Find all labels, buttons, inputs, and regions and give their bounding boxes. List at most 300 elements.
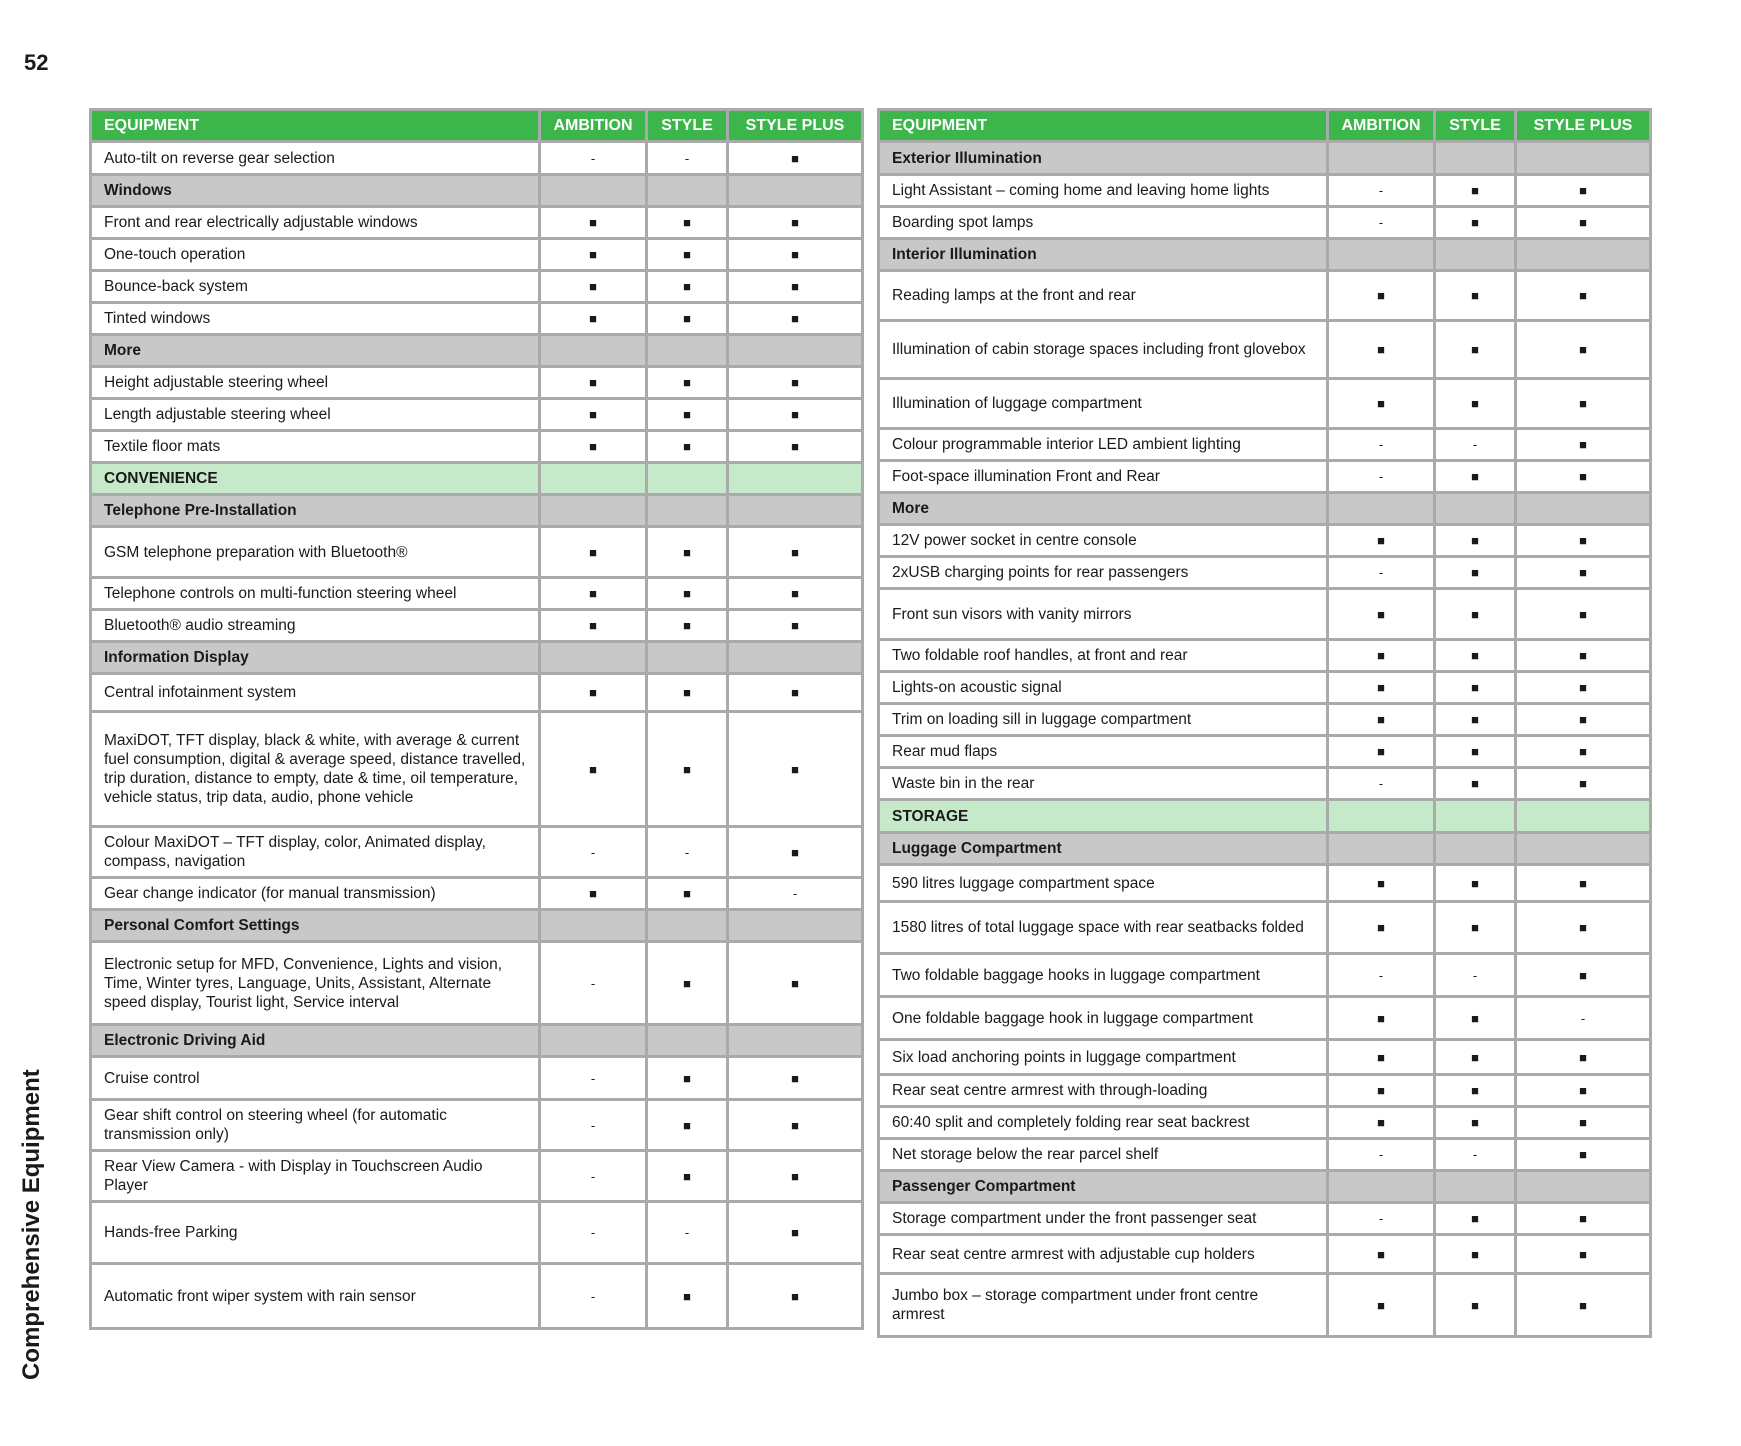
table-row	[91, 303, 863, 335]
ambition-value: ■	[1328, 1107, 1435, 1139]
col-header-style-plus: STYLE PLUS	[1516, 110, 1651, 142]
style-plus-value: ■	[728, 1100, 863, 1151]
empty-cell	[647, 495, 728, 527]
ambition-value: -	[1328, 461, 1435, 493]
ambition-value: -	[1328, 207, 1435, 239]
equipment-label: 1580 litres of total luggage space with rear seatbacks folded	[879, 902, 1328, 954]
style-value: -	[647, 827, 728, 878]
section-title: STORAGE	[879, 800, 1328, 833]
subheader-row	[91, 642, 863, 674]
empty-cell	[1328, 1171, 1435, 1203]
style-value: ■	[1435, 1107, 1516, 1139]
empty-cell	[1516, 800, 1651, 833]
empty-cell	[647, 463, 728, 495]
equipment-label: Gear change indicator (for manual transmission)	[91, 878, 540, 910]
style-value: ■	[1435, 525, 1516, 557]
equipment-label: Automatic front wiper system with rain sensor	[91, 1264, 540, 1329]
equipment-label: Illumination of luggage compartment	[879, 379, 1328, 429]
ambition-value: ■	[1328, 865, 1435, 902]
style-plus-value: ■	[728, 1057, 863, 1100]
table-row	[879, 461, 1651, 493]
subheader-row	[91, 910, 863, 942]
ambition-value: ■	[1328, 525, 1435, 557]
ambition-value: ■	[540, 674, 647, 712]
equipment-label: Rear mud flaps	[879, 736, 1328, 768]
equipment-label: Hands-free Parking	[91, 1202, 540, 1264]
subsection-title: Passenger Compartment	[879, 1171, 1328, 1203]
equipment-label: Cruise control	[91, 1057, 540, 1100]
equipment-label: Six load anchoring points in luggage compartment	[879, 1040, 1328, 1075]
ambition-value: -	[1328, 954, 1435, 997]
style-plus-value: ■	[728, 271, 863, 303]
equipment-label: 2xUSB charging points for rear passengers	[879, 557, 1328, 589]
style-value: ■	[1435, 207, 1516, 239]
style-plus-value: ■	[1516, 954, 1651, 997]
style-value: ■	[647, 207, 728, 239]
style-plus-value: ■	[1516, 379, 1651, 429]
style-value: ■	[1435, 865, 1516, 902]
empty-cell	[728, 463, 863, 495]
table-row	[879, 640, 1651, 672]
table-row	[91, 942, 863, 1025]
style-plus-value: ■	[1516, 902, 1651, 954]
ambition-value: ■	[1328, 589, 1435, 640]
empty-cell	[1435, 239, 1516, 271]
table-row	[91, 142, 863, 175]
table-row	[879, 954, 1651, 997]
equipment-label: Foot-space illumination Front and Rear	[879, 461, 1328, 493]
empty-cell	[1435, 1171, 1516, 1203]
empty-cell	[728, 335, 863, 367]
table-row	[91, 239, 863, 271]
style-value: ■	[1435, 1235, 1516, 1274]
ambition-value: ■	[540, 878, 647, 910]
style-value: ■	[1435, 736, 1516, 768]
table-row	[91, 610, 863, 642]
equipment-label: Colour programmable interior LED ambient lighting	[879, 429, 1328, 461]
table-row	[879, 1107, 1651, 1139]
equipment-label: Two foldable roof handles, at front and rear	[879, 640, 1328, 672]
table-row	[879, 902, 1651, 954]
col-header-ambition: AMBITION	[540, 110, 647, 142]
table-row	[879, 271, 1651, 321]
style-plus-value: ■	[1516, 321, 1651, 379]
style-plus-value: ■	[728, 578, 863, 610]
ambition-value: ■	[1328, 704, 1435, 736]
equipment-label: Trim on loading sill in luggage compartment	[879, 704, 1328, 736]
subsection-title: Exterior Illumination	[879, 142, 1328, 175]
style-plus-value: -	[728, 878, 863, 910]
equipment-label: One-touch operation	[91, 239, 540, 271]
style-plus-value: ■	[1516, 1075, 1651, 1107]
subheader-row	[91, 495, 863, 527]
ambition-value: -	[540, 1057, 647, 1100]
subsection-title: Interior Illumination	[879, 239, 1328, 271]
ambition-value: -	[540, 1151, 647, 1202]
col-header-ambition: AMBITION	[1328, 110, 1435, 142]
empty-cell	[728, 642, 863, 674]
ambition-value: -	[1328, 557, 1435, 589]
empty-cell	[1328, 833, 1435, 865]
style-value: -	[647, 1202, 728, 1264]
ambition-value: ■	[540, 271, 647, 303]
style-value: ■	[647, 878, 728, 910]
subheader-row	[879, 833, 1651, 865]
style-value: ■	[1435, 589, 1516, 640]
empty-cell	[647, 335, 728, 367]
style-plus-value: ■	[728, 610, 863, 642]
style-value: ■	[1435, 1203, 1516, 1235]
style-plus-value: ■	[1516, 175, 1651, 207]
ambition-value: -	[1328, 1203, 1435, 1235]
subheader-row	[879, 142, 1651, 175]
table-row	[879, 1274, 1651, 1337]
style-value: ■	[1435, 672, 1516, 704]
ambition-value: -	[540, 142, 647, 175]
equipment-label: Central infotainment system	[91, 674, 540, 712]
ambition-value: ■	[1328, 1274, 1435, 1337]
ambition-value: ■	[1328, 1235, 1435, 1274]
table-row	[879, 768, 1651, 800]
empty-cell	[540, 642, 647, 674]
style-value: ■	[647, 399, 728, 431]
style-plus-value: ■	[1516, 1235, 1651, 1274]
ambition-value: -	[540, 942, 647, 1025]
section-header-row	[879, 800, 1651, 833]
table-row	[91, 1264, 863, 1329]
empty-cell	[540, 335, 647, 367]
subheader-row	[879, 239, 1651, 271]
equipment-label: 12V power socket in centre console	[879, 525, 1328, 557]
equipment-label: MaxiDOT, TFT display, black & white, with average & current fuel consumption, digital & average speed, distance travelled, trip duration, distance to empty, date & time, oil temperature, vehicle status, trip data, audio, phone vehicle	[91, 712, 540, 827]
style-plus-value: ■	[1516, 271, 1651, 321]
subsection-title: More	[879, 493, 1328, 525]
style-plus-value: ■	[728, 431, 863, 463]
style-value: ■	[647, 578, 728, 610]
table-row	[879, 1075, 1651, 1107]
table-row	[879, 175, 1651, 207]
equipment-label: Telephone controls on multi-function steering wheel	[91, 578, 540, 610]
equipment-label: Lights-on acoustic signal	[879, 672, 1328, 704]
table-row	[879, 865, 1651, 902]
equipment-label: Bounce-back system	[91, 271, 540, 303]
empty-cell	[1328, 493, 1435, 525]
table-row	[879, 736, 1651, 768]
ambition-value: -	[540, 827, 647, 878]
table-row	[91, 878, 863, 910]
equipment-label: GSM telephone preparation with Bluetooth®	[91, 527, 540, 578]
equipment-label: Light Assistant – coming home and leaving home lights	[879, 175, 1328, 207]
style-value: ■	[1435, 557, 1516, 589]
style-plus-value: ■	[1516, 865, 1651, 902]
equipment-table-right	[877, 108, 1652, 1338]
style-value: ■	[647, 610, 728, 642]
equipment-label: Rear View Camera - with Display in Touchscreen Audio Player	[91, 1151, 540, 1202]
equipment-label: Illumination of cabin storage spaces including front glovebox	[879, 321, 1328, 379]
style-plus-value: ■	[728, 367, 863, 399]
style-plus-value: ■	[728, 827, 863, 878]
ambition-value: -	[540, 1100, 647, 1151]
table-row	[91, 578, 863, 610]
empty-cell	[1435, 833, 1516, 865]
col-header-style-plus: STYLE PLUS	[728, 110, 863, 142]
table-row	[879, 997, 1651, 1040]
ambition-value: ■	[540, 610, 647, 642]
style-plus-value: ■	[1516, 207, 1651, 239]
table-row	[91, 827, 863, 878]
equipment-label: Height adjustable steering wheel	[91, 367, 540, 399]
subsection-title: Windows	[91, 175, 540, 207]
table-row	[879, 589, 1651, 640]
ambition-value: -	[540, 1202, 647, 1264]
style-plus-value: ■	[728, 674, 863, 712]
style-value: ■	[647, 431, 728, 463]
equipment-label: Electronic setup for MFD, Convenience, Lights and vision, Time, Winter tyres, Language, Units, Assistant, Alternate speed display, Tourist light, Service interval	[91, 942, 540, 1025]
table-row	[879, 557, 1651, 589]
style-value: ■	[1435, 461, 1516, 493]
equipment-label: 60:40 split and completely folding rear seat backrest	[879, 1107, 1328, 1139]
style-plus-value: ■	[1516, 429, 1651, 461]
style-value: ■	[647, 942, 728, 1025]
style-plus-value: ■	[728, 303, 863, 335]
style-plus-value: ■	[1516, 736, 1651, 768]
ambition-value: ■	[540, 712, 647, 827]
style-plus-value: ■	[728, 942, 863, 1025]
table-row	[879, 429, 1651, 461]
style-value: ■	[1435, 704, 1516, 736]
style-plus-value: ■	[728, 1151, 863, 1202]
section-title: CONVENIENCE	[91, 463, 540, 495]
empty-cell	[728, 175, 863, 207]
style-value: ■	[647, 303, 728, 335]
style-plus-value: ■	[1516, 1203, 1651, 1235]
equipment-label: Front and rear electrically adjustable windows	[91, 207, 540, 239]
col-header-style: STYLE	[647, 110, 728, 142]
table-row	[91, 1151, 863, 1202]
empty-cell	[540, 463, 647, 495]
table-row	[879, 1235, 1651, 1274]
style-plus-value: ■	[1516, 672, 1651, 704]
table-row	[91, 527, 863, 578]
style-value: ■	[1435, 768, 1516, 800]
empty-cell	[1516, 239, 1651, 271]
empty-cell	[647, 642, 728, 674]
style-plus-value: ■	[1516, 1107, 1651, 1139]
style-value: ■	[1435, 640, 1516, 672]
empty-cell	[1435, 142, 1516, 175]
ambition-value: ■	[540, 527, 647, 578]
empty-cell	[1328, 800, 1435, 833]
subheader-row	[879, 493, 1651, 525]
table-row	[879, 207, 1651, 239]
ambition-value: ■	[1328, 672, 1435, 704]
equipment-label: Length adjustable steering wheel	[91, 399, 540, 431]
ambition-value: ■	[1328, 736, 1435, 768]
style-plus-value: ■	[728, 1264, 863, 1329]
style-value: -	[1435, 1139, 1516, 1171]
table-row	[879, 321, 1651, 379]
table-row	[91, 367, 863, 399]
style-value: ■	[1435, 997, 1516, 1040]
subsection-title: Personal Comfort Settings	[91, 910, 540, 942]
equipment-table-left	[89, 108, 864, 1330]
empty-cell	[728, 495, 863, 527]
style-plus-value: ■	[728, 1202, 863, 1264]
equipment-label: Jumbo box – storage compartment under front centre armrest	[879, 1274, 1328, 1337]
subheader-row	[91, 1025, 863, 1057]
equipment-label: Rear seat centre armrest with through-loading	[879, 1075, 1328, 1107]
subsection-title: Luggage Compartment	[879, 833, 1328, 865]
ambition-value: ■	[540, 399, 647, 431]
subsection-title: Electronic Driving Aid	[91, 1025, 540, 1057]
style-plus-value: ■	[1516, 557, 1651, 589]
style-plus-value: ■	[1516, 704, 1651, 736]
empty-cell	[540, 1025, 647, 1057]
empty-cell	[1516, 493, 1651, 525]
empty-cell	[1328, 142, 1435, 175]
style-value: ■	[647, 1151, 728, 1202]
empty-cell	[647, 910, 728, 942]
equipment-label: Textile floor mats	[91, 431, 540, 463]
style-plus-value: ■	[728, 527, 863, 578]
ambition-value: ■	[1328, 1075, 1435, 1107]
style-value: ■	[1435, 271, 1516, 321]
empty-cell	[1328, 239, 1435, 271]
style-plus-value: ■	[728, 399, 863, 431]
ambition-value: ■	[1328, 1040, 1435, 1075]
ambition-value: -	[1328, 768, 1435, 800]
subsection-title: Telephone Pre-Installation	[91, 495, 540, 527]
equipment-label: Net storage below the rear parcel shelf	[879, 1139, 1328, 1171]
equipment-label: Reading lamps at the front and rear	[879, 271, 1328, 321]
table-header-row	[879, 110, 1651, 142]
style-value: ■	[647, 1057, 728, 1100]
style-value: ■	[647, 674, 728, 712]
col-header-equipment: EQUIPMENT	[879, 110, 1328, 142]
table-row	[879, 672, 1651, 704]
empty-cell	[728, 1025, 863, 1057]
empty-cell	[647, 175, 728, 207]
empty-cell	[540, 175, 647, 207]
style-plus-value: ■	[728, 207, 863, 239]
ambition-value: ■	[540, 239, 647, 271]
equipment-label: Colour MaxiDOT – TFT display, color, Animated display, compass, navigation	[91, 827, 540, 878]
table-row	[879, 1139, 1651, 1171]
style-plus-value: ■	[1516, 1274, 1651, 1337]
table-row	[879, 379, 1651, 429]
subheader-row	[879, 1171, 1651, 1203]
empty-cell	[540, 910, 647, 942]
subheader-row	[91, 175, 863, 207]
ambition-value: ■	[1328, 271, 1435, 321]
style-value: ■	[647, 271, 728, 303]
style-value: ■	[1435, 379, 1516, 429]
empty-cell	[540, 495, 647, 527]
equipment-label: Front sun visors with vanity mirrors	[879, 589, 1328, 640]
style-plus-value: ■	[1516, 1139, 1651, 1171]
style-plus-value: ■	[728, 712, 863, 827]
ambition-value: ■	[1328, 902, 1435, 954]
style-value: ■	[1435, 1040, 1516, 1075]
equipment-label: Bluetooth® audio streaming	[91, 610, 540, 642]
equipment-label: Auto-tilt on reverse gear selection	[91, 142, 540, 175]
ambition-value: ■	[1328, 379, 1435, 429]
table-row	[91, 1100, 863, 1151]
style-plus-value: ■	[1516, 640, 1651, 672]
style-plus-value: ■	[1516, 768, 1651, 800]
style-value: ■	[1435, 1274, 1516, 1337]
equipment-label: One foldable baggage hook in luggage compartment	[879, 997, 1328, 1040]
subheader-row	[91, 335, 863, 367]
style-value: ■	[647, 239, 728, 271]
subsection-title: Information Display	[91, 642, 540, 674]
table-row	[91, 207, 863, 239]
table-row	[91, 399, 863, 431]
style-value: ■	[1435, 321, 1516, 379]
empty-cell	[1435, 493, 1516, 525]
empty-cell	[1516, 142, 1651, 175]
empty-cell	[1516, 833, 1651, 865]
style-plus-value: ■	[1516, 525, 1651, 557]
ambition-value: ■	[540, 367, 647, 399]
table-row	[879, 1203, 1651, 1235]
table-row	[91, 271, 863, 303]
page-number: 52	[24, 50, 49, 75]
equipment-label: Waste bin in the rear	[879, 768, 1328, 800]
style-value: ■	[1435, 1075, 1516, 1107]
table-row	[879, 704, 1651, 736]
section-header-row	[91, 463, 863, 495]
style-value: ■	[647, 712, 728, 827]
table-row	[91, 1202, 863, 1264]
table-header-row	[91, 110, 863, 142]
style-value: -	[1435, 954, 1516, 997]
ambition-value: ■	[1328, 997, 1435, 1040]
style-plus-value: -	[1516, 997, 1651, 1040]
style-plus-value: ■	[1516, 461, 1651, 493]
equipment-label: 590 litres luggage compartment space	[879, 865, 1328, 902]
empty-cell	[647, 1025, 728, 1057]
ambition-value: -	[540, 1264, 647, 1329]
empty-cell	[1435, 800, 1516, 833]
style-value: ■	[647, 1264, 728, 1329]
ambition-value: ■	[540, 578, 647, 610]
table-row	[879, 1040, 1651, 1075]
equipment-label: Two foldable baggage hooks in luggage compartment	[879, 954, 1328, 997]
ambition-value: ■	[540, 303, 647, 335]
style-plus-value: ■	[1516, 1040, 1651, 1075]
style-value: ■	[1435, 175, 1516, 207]
side-section-label: Comprehensive Equipment	[18, 1069, 45, 1380]
equipment-label: Tinted windows	[91, 303, 540, 335]
table-row	[91, 712, 863, 827]
equipment-label: Gear shift control on steering wheel (for automatic transmission only)	[91, 1100, 540, 1151]
ambition-value: ■	[1328, 321, 1435, 379]
style-value: ■	[647, 1100, 728, 1151]
style-value: ■	[647, 527, 728, 578]
ambition-value: ■	[1328, 640, 1435, 672]
ambition-value: -	[1328, 1139, 1435, 1171]
ambition-value: -	[1328, 175, 1435, 207]
style-value: -	[1435, 429, 1516, 461]
ambition-value: -	[1328, 429, 1435, 461]
empty-cell	[1516, 1171, 1651, 1203]
col-header-equipment: EQUIPMENT	[91, 110, 540, 142]
equipment-label: Boarding spot lamps	[879, 207, 1328, 239]
equipment-label: Storage compartment under the front passenger seat	[879, 1203, 1328, 1235]
table-row	[91, 1057, 863, 1100]
style-value: -	[647, 142, 728, 175]
